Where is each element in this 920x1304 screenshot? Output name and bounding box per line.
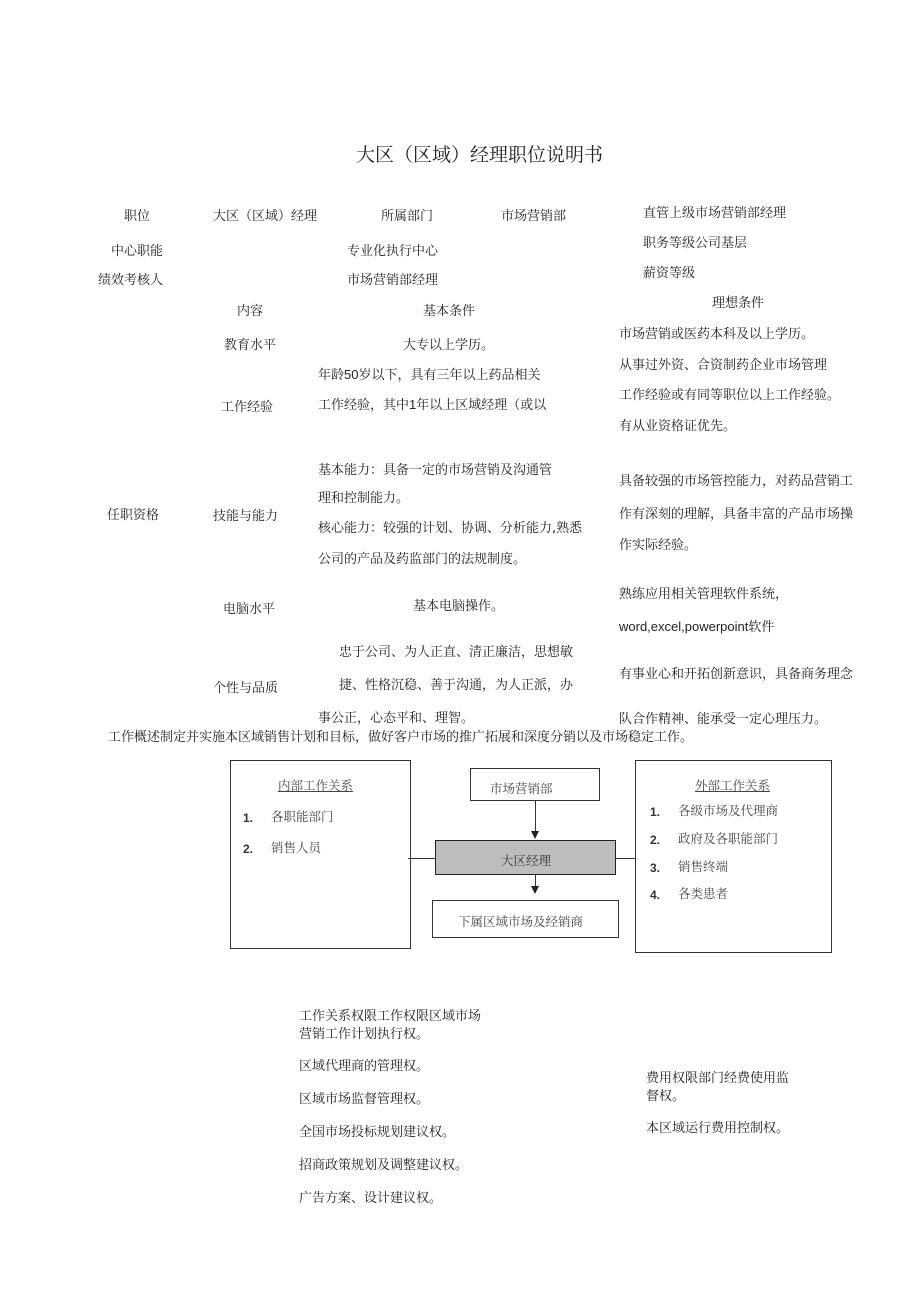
authority-line2: 营销工作计划执行权。 <box>299 1027 430 1042</box>
education-ideal: 市场营销或医药本科及以上学历。 <box>619 327 815 342</box>
experience-ideal-line1: 从事过外资、合资制药企业市场管理 <box>619 358 828 373</box>
experience-basic-line1: 年龄50岁以下，具有三年以上药品相关 <box>318 367 541 383</box>
expense-line1: 费用权限部门经费使用监 <box>646 1071 790 1086</box>
computer-ideal-line1: 熟练应用相关管理软件系统， <box>619 587 789 602</box>
internal-item: 各职能部门 <box>271 809 334 824</box>
external-item-num: 2. <box>650 833 661 847</box>
character-basic-line1: 忠于公司、为人正直、清正廉洁，思想敏 <box>339 645 574 660</box>
dept-value: 市场营销部 <box>501 209 567 224</box>
superior: 直管上级市场营销部经理 <box>643 206 787 221</box>
col-ideal: 理想条件 <box>712 296 765 311</box>
dept-label: 所属部门 <box>381 209 434 224</box>
authority-item: 区域市场监督管理权。 <box>299 1092 430 1107</box>
experience-ideal-line2: 工作经验或有同等职位以上工作经验。 <box>619 388 841 403</box>
marketing-dept-box <box>470 768 600 801</box>
grade: 职务等级公司基层 <box>643 236 748 251</box>
computer-basic: 基本电脑操作。 <box>413 599 505 614</box>
authority-line1: 工作关系权限工作权限区域市场 <box>299 1009 482 1024</box>
internal-relations-box <box>230 760 411 949</box>
external-item: 政府及各职能部门 <box>678 831 779 846</box>
education-basic: 大专以上学历。 <box>403 338 495 353</box>
authority-item: 区域代理商的管理权。 <box>299 1059 430 1074</box>
assessor-label: 绩效考核人 <box>98 273 164 288</box>
internal-item-num: 2. <box>243 842 254 856</box>
regional-manager-label: 大区经理 <box>501 853 552 868</box>
skills-ideal-line3: 作实际经验。 <box>619 538 698 553</box>
col-content: 内容 <box>237 304 264 319</box>
job-value: 大区（区域）经理 <box>213 209 318 224</box>
authority-item: 广告方案、设计建议权。 <box>299 1191 443 1206</box>
computer-ideal-line2: word,excel,powerpoint软件 <box>619 619 775 635</box>
internal-relations-title: 内部工作关系 <box>278 778 354 793</box>
external-item: 各级市场及代理商 <box>678 803 779 818</box>
external-relations-box <box>635 760 832 953</box>
arrow-down-icon <box>531 886 539 894</box>
internal-item-num: 1. <box>243 811 254 825</box>
experience-basic-line2: 工作经验，其中1年以上区域经理（或以 <box>318 397 547 413</box>
expense-line2: 督权。 <box>646 1089 686 1104</box>
connector-line <box>535 801 536 833</box>
skills-basic-line4: 公司的产品及药监部门的法规制度。 <box>318 552 527 567</box>
skills-ideal-line1: 具备较强的市场管控能力，对药品营销工 <box>619 474 854 489</box>
connector-line <box>408 858 436 859</box>
center-value: 专业化执行中心 <box>347 244 439 259</box>
skills-ideal-line2: 作有深刻的理解，具备丰富的产品市场操 <box>619 507 854 522</box>
salary: 薪资等级 <box>643 266 696 281</box>
qualifications-section-label: 任职资格 <box>107 508 160 523</box>
skills-basic-line1: 基本能力：具备一定的市场营销及沟通管 <box>318 463 553 478</box>
character-ideal-line1: 有事业心和开拓创新意识，具备商务理念 <box>619 667 854 682</box>
external-item-num: 3. <box>650 861 661 875</box>
skills-basic-line2: 理和控制能力。 <box>318 491 410 506</box>
character-label: 个性与品质 <box>213 681 279 696</box>
external-relations-title: 外部工作关系 <box>695 778 771 793</box>
connector-line <box>616 858 636 859</box>
character-basic-line3: 事公正，心态平和、理智。 <box>318 711 475 726</box>
authority-item: 全国市场投标规划建议权。 <box>299 1125 456 1140</box>
subordinate-box <box>432 900 619 938</box>
page-title: 大区（区域）经理职位说明书 <box>356 144 604 166</box>
computer-label: 电脑水平 <box>223 602 276 617</box>
assessor-value: 市场营销部经理 <box>347 273 439 288</box>
character-basic-line2: 捷、性格沉稳、善于沟通，为人正派，办 <box>339 678 574 693</box>
character-ideal-line2: 队合作精神、能承受一定心理压力。 <box>619 712 828 727</box>
external-item: 各类患者 <box>678 886 729 901</box>
external-item-num: 1. <box>650 805 661 819</box>
experience-ideal-line3: 有从业资格证优先。 <box>619 419 737 434</box>
external-item: 销售终端 <box>678 859 729 874</box>
job-label: 职位 <box>124 209 151 224</box>
regional-manager-box <box>435 840 616 875</box>
col-basic: 基本条件 <box>423 304 476 319</box>
subordinate-label: 下属区域市场及经销商 <box>458 914 584 929</box>
work-overview: 工作概述制定并实施本区域销售计划和目标，做好客户市场的推广拓展和深度分销以及市场稳定工作。 <box>108 730 694 745</box>
expense-line3: 本区域运行费用控制权。 <box>646 1121 790 1136</box>
marketing-dept-label: 市场营销部 <box>490 781 553 796</box>
authority-item: 招商政策规划及调整建议权。 <box>299 1158 469 1173</box>
internal-item: 销售人员 <box>271 840 322 855</box>
education-label: 教育水平 <box>224 338 277 353</box>
skills-label: 技能与能力 <box>213 509 279 524</box>
experience-label: 工作经验 <box>221 400 274 415</box>
external-item-num: 4. <box>650 888 661 902</box>
arrow-down-icon <box>531 831 539 839</box>
center-label: 中心职能 <box>111 244 164 259</box>
skills-basic-line3: 核心能力：较强的计划、协调、分析能力,熟悉 <box>318 521 583 536</box>
